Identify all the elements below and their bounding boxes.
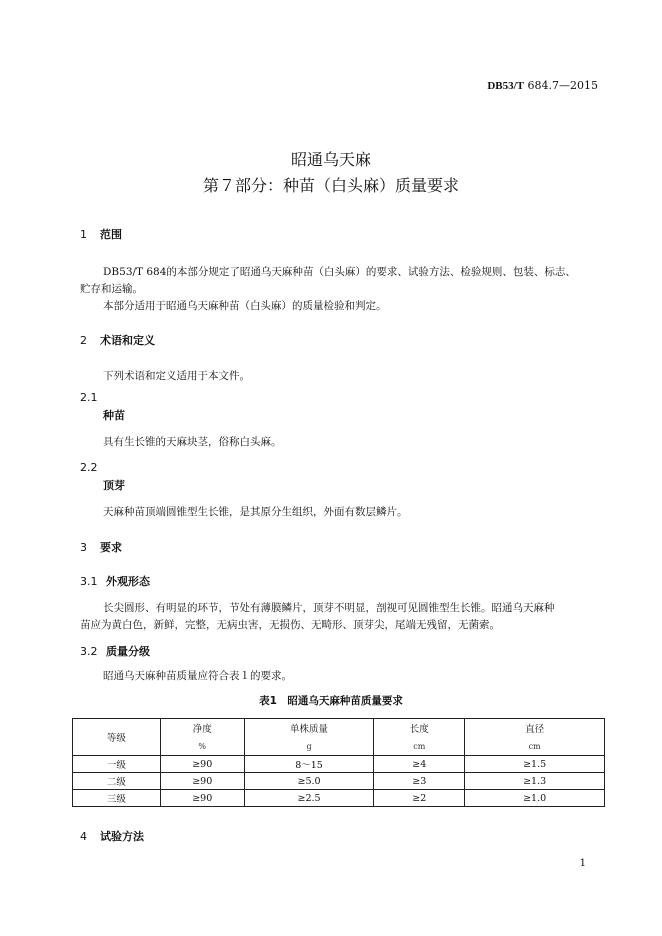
cell-purity: ≥90 [160, 790, 244, 807]
unit-purity: % [160, 737, 244, 756]
doc-subtitle: 第７部分：种苗（白头麻）质量要求 [202, 176, 459, 195]
section-1-para-1b: 贮存和运输。 [80, 283, 143, 295]
standard-prefix: DB53/T [487, 80, 524, 92]
standard-number: 684.7—2015 [527, 79, 598, 92]
doc-title: 昭通乌天麻 [290, 150, 371, 169]
cell-weight: 8～15 [244, 756, 374, 773]
section-2-heading: 2 术语和定义 [80, 334, 155, 347]
term-2-2-name: 顶芽 [103, 479, 125, 492]
section-3-heading: 3 要求 [80, 541, 122, 554]
table-caption: 表1 昭通乌天麻种苗质量要求 [259, 695, 403, 707]
section-1-para-2: 本部分适用于昭通乌天麻种苗（白头麻）的质量检验和判定。 [103, 300, 387, 312]
cell-purity: ≥90 [160, 756, 244, 773]
cell-grade: 二级 [73, 773, 161, 790]
header-length: 长度 [374, 719, 465, 738]
cell-diameter: ≥1.0 [465, 790, 605, 807]
section-3-1-heading: 3.1 外观形态 [80, 575, 150, 588]
term-2-1-definition: 具有生长锥的天麻块茎，俗称白头麻。 [103, 436, 282, 448]
section-1-para-1a: DB53/T 684的本部分规定了昭通乌天麻种苗（白头麻）的要求、试验方法、检验规则、包装、标志、 [103, 266, 576, 278]
cell-diameter: ≥1.5 [465, 756, 605, 773]
table-row [73, 756, 605, 773]
cell-weight: ≥2.5 [244, 790, 374, 807]
header-purity: 净度 [160, 719, 244, 738]
section-2-intro: 下列术语和定义适用于本文件。 [103, 370, 250, 382]
quality-grade-table [72, 718, 605, 807]
cell-weight: ≥5.0 [244, 773, 374, 790]
unit-length: cm [374, 737, 465, 756]
unit-diameter: cm [465, 737, 605, 756]
table-header-row [73, 719, 605, 738]
header-diameter: 直径 [465, 719, 605, 738]
header-grade: 等级 [73, 719, 161, 756]
term-2-2-number: 2.2 [80, 461, 98, 474]
table-row [73, 773, 605, 790]
term-2-1-name: 种苗 [103, 409, 125, 422]
cell-length: ≥3 [374, 773, 465, 790]
section-1-heading: 1 范围 [80, 228, 122, 241]
cell-diameter: ≥1.3 [465, 773, 605, 790]
section-3-1-para-a: 长尖圆形、有明显的环节，节处有薄膜鳞片，顶芽不明显，剖视可见圆锥型生长锥。昭通乌天麻种 [103, 602, 555, 614]
cell-grade: 一级 [73, 756, 161, 773]
cell-length: ≥4 [374, 756, 465, 773]
cell-length: ≥2 [374, 790, 465, 807]
table-row [73, 790, 605, 807]
section-3-2-heading: 3.2 质量分级 [80, 645, 150, 658]
cell-grade: 三级 [73, 790, 161, 807]
term-2-2-definition: 天麻种苗顶端圆锥型生长锥，是其原分生组织，外面有数层鳞片。 [103, 506, 408, 518]
section-3-2-para: 昭通乌天麻种苗质量应符合表１的要求。 [103, 670, 292, 682]
term-2-1-number: 2.1 [80, 391, 98, 404]
unit-weight: g [244, 737, 374, 756]
page-number: 1 [579, 858, 586, 869]
header-unit-weight: 单株质量 [244, 719, 374, 738]
document-code [487, 79, 598, 92]
section-4-heading: 4 试验方法 [80, 830, 144, 843]
section-3-1-para-b: 苗应为黄白色，新鲜，完整，无病虫害，无损伤、无畸形、顶芽尖，尾端无残留，无菌索。 [80, 619, 500, 631]
cell-purity: ≥90 [160, 773, 244, 790]
